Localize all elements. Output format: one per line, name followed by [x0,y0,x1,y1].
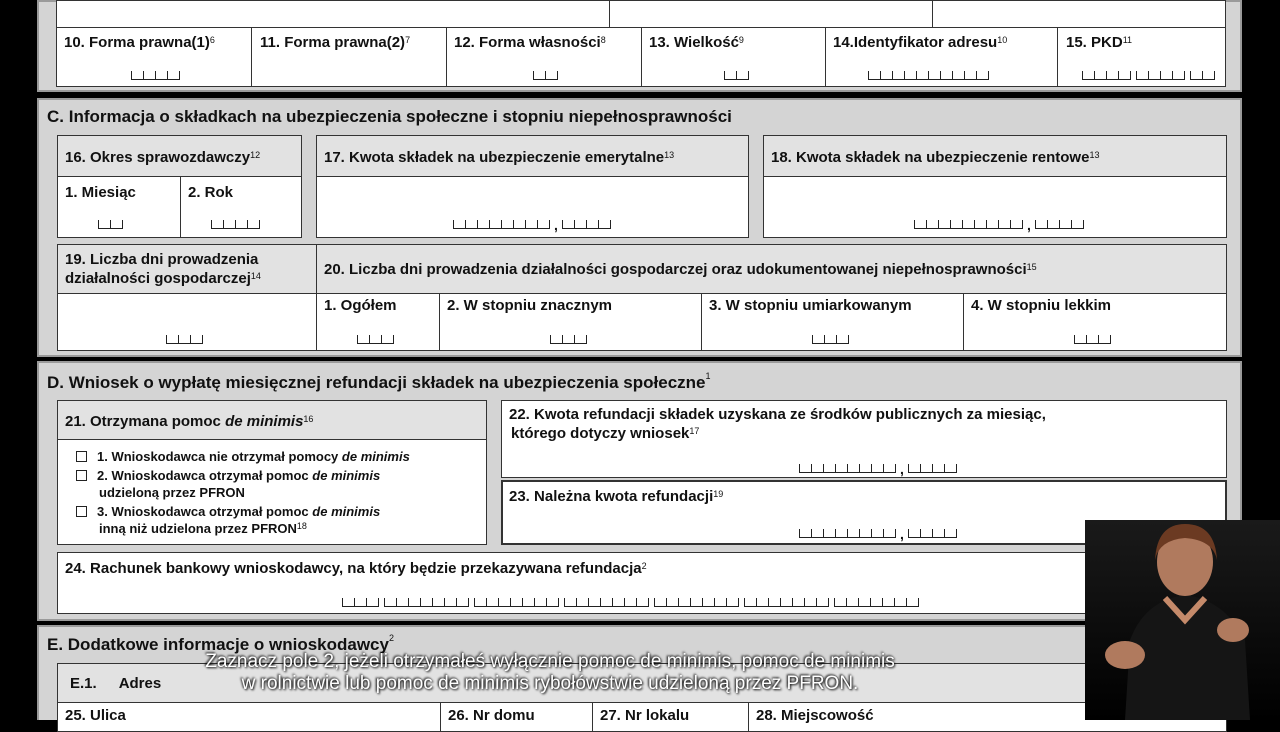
option-1-italic: de minimis [341,449,410,464]
field-14-label: 14.Identyfikator adresu [833,34,998,51]
prev-row-divider-1 [609,0,610,28]
footnote-ref: 1 [705,371,711,381]
footnote-ref: 13 [664,150,675,160]
field-24-bank-account[interactable] [57,552,1227,614]
field-20-col-label: 2. W stopniu znacznym [447,297,613,314]
field-22-label-line2: którego dotyczy wniosek [511,425,690,442]
footnote-ref: 13 [1089,150,1100,160]
footnote-ref: 12 [250,150,261,160]
section-b-tail [37,0,1242,92]
iban-boxes [342,597,924,607]
footnote-ref: 11 [1122,35,1133,45]
field-12-label: 12. Forma własności [454,34,601,51]
field-22-refund-public[interactable] [501,400,1227,478]
section-c-title: C. Informacja o składkach na ubezpieczenia społeczne i stopniu niepełnosprawności [47,107,732,126]
field-16-month-label: 1. Miesiąc [65,184,136,201]
field-18-label: 18. Kwota składek na ubezpieczenie rentowe [771,149,1090,166]
field-10-boxes [131,70,185,80]
year-boxes [211,219,265,229]
e1-label: Adres [118,675,162,692]
days-boxes [1074,334,1116,344]
option-2-line2: udzieloną przez PFRON [99,485,245,500]
footnote-ref: 14 [250,271,261,281]
footnote-ref: 2 [388,633,394,643]
sign-language-interpreter [1085,520,1280,720]
option-no-de-minimis[interactable] [76,448,410,465]
option-2-italic: de minimis [312,468,381,483]
field-10-label: 10. Forma prawna(1) [64,34,210,51]
field-20-moderate[interactable] [701,293,964,351]
field-16-year-label: 2. Rok [188,184,234,201]
field-27-label: 27. Nr lokalu [600,707,690,724]
field-12-forma-wlasnosci[interactable] [446,27,642,87]
field-20-col-label: 4. W stopniu lekkim [971,297,1112,314]
days-boxes [166,334,208,344]
checkbox[interactable] [76,451,87,462]
field-18-input[interactable] [763,176,1227,238]
footnote-ref: 16 [303,414,314,424]
field-25-label: 25. Ulica [65,707,126,724]
field-21-label-italic: de minimis [225,413,304,430]
field-13-boxes [724,70,754,80]
month-boxes [98,219,128,229]
field-21-options [57,439,487,545]
amount-boxes: , [453,219,616,229]
option-1-text: 1. Wnioskodawca nie otrzymał pomocy [97,449,342,464]
field-24-label: 24. Rachunek bankowy wnioskodawcy, na który będzie przekazywana refundacja [65,560,642,577]
checkbox[interactable] [76,506,87,517]
field-26-label: 26. Nr domu [448,707,535,724]
field-15-pkd[interactable] [1057,27,1226,87]
amount-boxes: , [799,528,962,538]
field-20-label: 20. Liczba dni prowadzenia działalności gospodarczej oraz udokumentowanej niepełnosprawności [324,261,1027,278]
section-d [37,361,1242,621]
field-11-label: 11. Forma prawna(2) [260,34,406,51]
field-13-label: 13. Wielkość [649,34,739,51]
field-20-col-label: 3. W stopniu umiarkowanym [709,297,912,314]
option-3-line2: inną niż udzielona przez PFRON [99,521,297,536]
field-16-okres-sprawozdawczy [57,135,302,177]
field-20-total[interactable] [316,293,440,351]
option-2-text: 2. Wnioskodawca otrzymał pomoc [97,468,313,483]
footnote-ref: 6 [209,35,215,45]
field-14-identyfikator-adresu[interactable] [825,27,1058,87]
field-10-forma-prawna-1[interactable] [56,27,252,87]
field-28-label: 28. Miejscowość [756,707,874,724]
field-16-month[interactable] [57,176,181,238]
field-20-header [316,244,1227,294]
field-20-light[interactable] [963,293,1227,351]
section-d-title-text: D. Wniosek o wypłatę miesięcznej refundacji składek na ubezpieczenia społeczne [47,373,706,392]
field-27-flat-no[interactable] [592,702,749,732]
footnote-ref: 8 [600,35,606,45]
field-15-label: 15. PKD [1066,34,1123,51]
days-boxes [550,334,592,344]
field-22-label-line1: 22. Kwota refundacji składek uzyskana ze środków publicznych za miesiąc, [509,406,1046,423]
field-11-forma-prawna-2[interactable] [251,27,447,87]
field-13-wielkosc[interactable] [641,27,826,87]
days-boxes [357,334,399,344]
field-25-street[interactable] [57,702,441,732]
field-19-label-line1: 19. Liczba dni prowadzenia [65,251,259,268]
field-21-label: 21. Otrzymana pomoc [65,413,226,430]
interpreter-figure-icon [1085,520,1280,720]
section-c [37,98,1242,357]
footnote-ref: 18 [296,521,307,531]
section-b-prev-row [56,0,1226,28]
field-23-label: 23. Należna kwota refundacji [509,488,714,505]
days-boxes [812,334,854,344]
field-14-boxes [868,70,994,80]
section-d-title [47,373,711,393]
subtitle-line-1: Zaznacz pole 2, jeżeli otrzymałeś wyłącznie pomoc de minimis, pomoc de minimis [205,651,895,672]
footnote-ref: 7 [405,35,411,45]
footnote-ref: 10 [997,35,1008,45]
field-20-col-label: 1. Ogółem [324,297,397,314]
amount-boxes: , [914,219,1089,229]
field-12-boxes [533,70,563,80]
footnote-ref: 19 [713,489,724,499]
checkbox[interactable] [76,470,87,481]
field-19-header [57,244,317,294]
field-16-year[interactable] [180,176,302,238]
field-21-header [57,400,487,440]
e1-number: E.1. [70,675,97,692]
field-20-significant[interactable] [439,293,702,351]
option-3-italic: de minimis [312,504,381,519]
footnote-ref: 15 [1026,262,1037,272]
option-de-minimis-pfron[interactable] [76,467,380,501]
amount-boxes: , [799,463,962,473]
subtitle-line-2: w rolnictwie lub pomoc de minimis rybołówstwie udzieloną przez PFRON. [241,673,859,694]
field-16-label: 16. Okres sprawozdawczy [65,149,251,166]
field-19-input[interactable] [57,293,317,351]
footnote-ref: 9 [738,35,744,45]
option-3-text: 3. Wnioskodawca otrzymał pomoc [97,504,313,519]
section-e-title-text: E. Dodatkowe informacje o wnioskodawcy [47,635,389,654]
field-26-house-no[interactable] [440,702,593,732]
footnote-ref: 17 [689,426,700,436]
field-18-header [763,135,1227,177]
option-de-minimis-other[interactable] [76,503,380,537]
footnote-ref: 2 [641,561,647,571]
field-17-input[interactable] [316,176,749,238]
field-17-label: 17. Kwota składek na ubezpieczenie emerytalne [324,149,665,166]
prev-row-divider-2 [932,0,933,28]
field-15-boxes [1082,70,1220,80]
field-19-label-line2: działalności gospodarczej [65,270,251,287]
field-17-header [316,135,749,177]
